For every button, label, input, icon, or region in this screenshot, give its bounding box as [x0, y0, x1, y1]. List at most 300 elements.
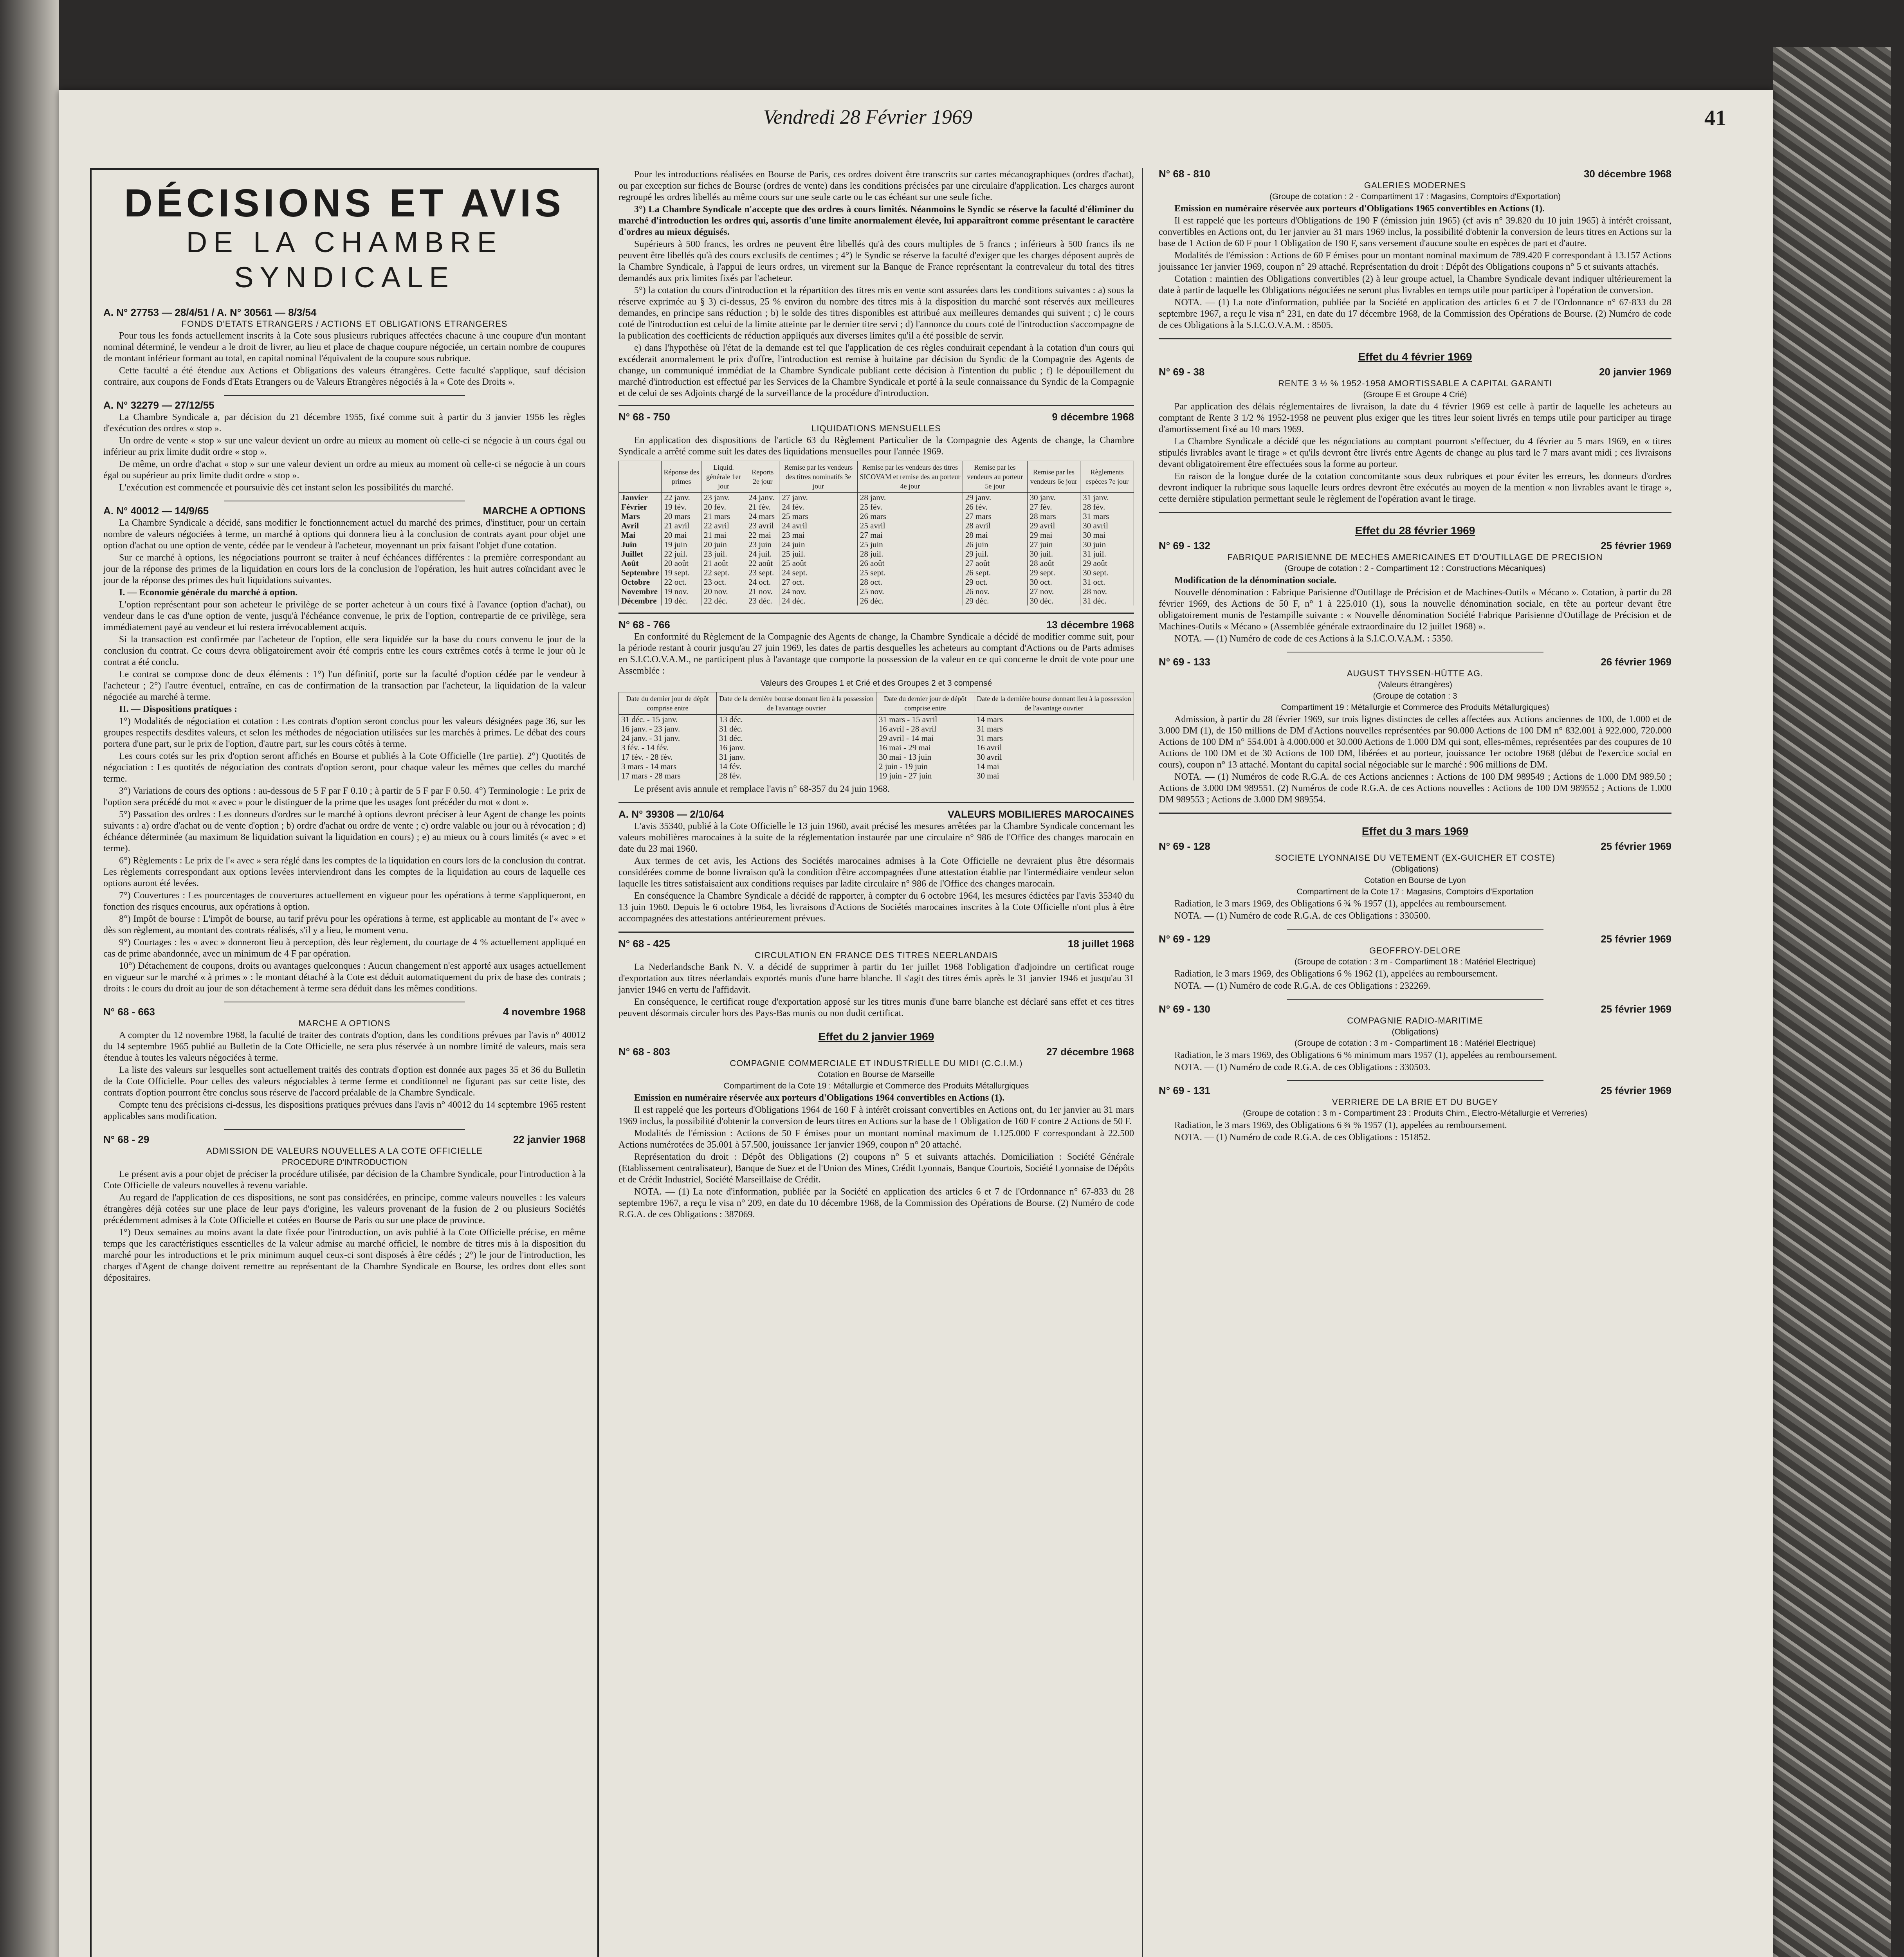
notice-title: MARCHE A OPTIONS [298, 1018, 391, 1028]
notice-ref: N° 68 - 803 [618, 1046, 670, 1058]
notice-date: 25 février 1969 [1601, 1003, 1671, 1015]
table-cell: 29 avril [1027, 521, 1080, 530]
paragraph: A compter du 12 novembre 1968, la faculté de traiter des contrats d'option, dans les conditions prévues par l'avis n° 40012 du 14 septembre 1965 publié au Bulletin de la Cote Officielle, ne sera plus réservée à un nombre limité de valeurs, mais sera étendue à toutes les valeurs négociées à terme. [103, 1030, 586, 1063]
table-cell: 27 janv. [779, 493, 857, 503]
paragraph: Cotation : maintien des Obligations convertibles (2) à leur groupe actuel, la Chambre Syndicale devant indiquer ultérieurement la date à partir de laquelle les Obligations négociées ne seront plus livrables en temps utile pour participer à l'opération de conversion. [1159, 274, 1671, 296]
table-cell: 23 juin [746, 540, 779, 549]
notice-date: 4 novembre 1968 [503, 1006, 586, 1018]
paragraph: 3°) Variations de cours des options : au-dessous de 5 F par F 0.10 ; à partir de 5 F par F 0.50. 4°) Terminologie : Le prix de l'option sera précédé du mot « avec » pour le distinguer de la prime que les usages font précéder du mot « dont ». [103, 786, 586, 807]
table-row [619, 559, 1134, 568]
table-cell: 21 nov. [746, 587, 779, 596]
paragraph: 8°) Impôt de bourse : L'impôt de bourse, au tarif prévu pour les opérations à terme, est applicable au montant de l'« avec » dès son règlement, au montant des contrats réalisés, s'il y a lieu, le moment venu. [103, 914, 586, 935]
paragraph: En conformité du Règlement de la Compagnie des Agents de change, la Chambre Syndicale a décidé de modifier comme suit, pour la période restant à courir jusqu'au 27 juin 1969, les dates de partis desquelles les acheteurs au comptant d'Actions ou de Parts admises en S.I.C.O.V.A.M., ne participent plus à l'avantage que comporte la possession de la valeur en ce qui concerne le droit de vote pour une Assemblée : [618, 632, 1134, 676]
notice-title: VERRIERE DE LA BRIE ET DU BUGEY [1332, 1097, 1498, 1107]
table-cell: 23 avril [746, 521, 779, 530]
table-cell: 29 avril - 14 mai [876, 733, 974, 743]
table-cell: 31 déc. - 15 janv. [619, 715, 717, 724]
table-cell: Février [619, 502, 662, 512]
table-header-cell: Remise par les vendeurs des titres SICOVAM et remise des au porteur 4e jour [857, 461, 963, 493]
table-cell: 28 nov. [1080, 587, 1134, 596]
table-cell: 16 janv. - 23 janv. [619, 724, 717, 733]
table-header-cell: Règlements espèces 7e jour [1080, 461, 1134, 493]
paragraph: L'option représentant pour son acheteur le privilège de se porter acheteur à un cours fixé à l'avance (option d'achat), ou vendeur dans le cas d'une option de vente, jusqu'à l'échéance convenue, le prix de l'option, contrepartie de ce privilège, sera immédiatement payé au vendeur et lui restera irrévocablement acquis. [103, 600, 586, 633]
table-cell: Novembre [619, 587, 662, 596]
paragraph: Modalités de l'émission : Actions de 60 F émises pour un montant nominal maximum de 789.420 F correspondant à 13.157 Actions jouissance 1er janvier 1969, coupon n° 29 attaché. Représentation du droit : Dépôt des Obligations coupons n° 5 et suivants attachés. [1159, 250, 1671, 272]
table-cell: 23 sept. [746, 568, 779, 577]
table-cell: 24 janv. - 31 janv. [619, 733, 717, 743]
notice-title: FONDS D'ETATS ETRANGERS / ACTIONS ET OBLIGATIONS ETRANGERES [181, 319, 508, 329]
notice-title: GALERIES MODERNES [1364, 180, 1466, 190]
table-header-cell: Réponse des primes [662, 461, 701, 493]
paragraph: La Chambre Syndicale a décidé, sans modifier le fonctionnement actuel du marché des primes, d'instituer, pour un certain nombre de valeurs négociées à terme, un marché à options qui donnera lieu à la conclusion de contrats ayant pour objet une option d'achat ou une option de vente, cédée par le vendeur à l'acheteur, moyennant un prix faisant l'objet d'une cotation. [103, 518, 586, 551]
table-header-cell [619, 461, 662, 493]
table-cell: 17 mars - 28 mars [619, 771, 717, 780]
paragraph: Représentation du droit : Dépôt des Obligations (2) coupons n° 5 et suivants attachés. Domiciliation : Société Générale (Etablissement centralisateur), Banque de Suez et de l'Union des Mines, Crédit Lyonnais, Banque Courtois, Société Lyonnaise de Dépôts et de Crédit Industriel, Société Marseillaise de Crédit. [618, 1152, 1134, 1185]
table-row [619, 596, 1134, 605]
table-header-cell: Remise par les vendeurs au porteur 5e jour [963, 461, 1027, 493]
notice-date: 13 décembre 1968 [1046, 619, 1134, 631]
notice-date: 26 février 1969 [1601, 656, 1671, 668]
table-cell: 29 juil. [963, 549, 1027, 559]
table-cell: 14 mars [974, 715, 1134, 724]
table-cell: 31 mars [974, 724, 1134, 733]
table-cell: 22 juil. [662, 549, 701, 559]
notice-subtitle: (Groupe de cotation : 3 [1373, 692, 1457, 701]
table-cell: Mai [619, 530, 662, 540]
table-cell: 2 juin - 19 juin [876, 762, 974, 771]
paragraph: La liste des valeurs sur lesquelles sont actuellement traités des contrats d'option est donnée aux pages 35 et 36 du Bulletin de la Cote Officielle. Pour celles des valeurs négociables à terme ferme et conditionnel ne figurant pas sur cette liste, des contrats d'option pourront être conclus sous réserve de l'accord préalable de la Chambre Syndicale. [103, 1065, 586, 1098]
table-cell: Juillet [619, 549, 662, 559]
table-cell: 27 juin [1027, 540, 1080, 549]
notice-68-803 [618, 1046, 1134, 1220]
notice-ref: A. N° 32279 — 27/12/55 [103, 399, 215, 411]
notice-ref: N° 69 - 131 [1159, 1085, 1210, 1096]
paragraph: 7°) Couvertures : Les pourcentages de couvertures actuellement en vigueur pour les opérations à terme s'appliqueront, en fonction des risques encourus, aux opérations à option. [103, 890, 586, 912]
paragraph: En raison de la longue durée de la cotation concomitante sous deux rubriques et pour éviter les erreurs, les donneurs d'ordres devront indiquer la rubrique sous laquelle leurs ordres devront être exécutés au moyen de la mention « non livrables avant le tirage », cette dernière stipulation permettant seule le règlement de l'opération avant le tirage. [1159, 471, 1671, 504]
notice-subtitle: (Groupe de cotation : 3 m - Compartiment 23 : Produits Chim., Electro-Métallurgie et Verreries) [1242, 1109, 1587, 1118]
table-cell: 30 sept. [1080, 568, 1134, 577]
divider [618, 405, 1134, 406]
paragraph: NOTA. — (1) Numéro de code de ces Actions à la S.I.C.O.V.A.M. : 5350. [1174, 634, 1453, 644]
main-subtitle: DE LA CHAMBRE SYNDICALE [186, 226, 503, 294]
notice-69-129 [1159, 933, 1671, 992]
notice-ref: N° 68 - 810 [1159, 168, 1210, 180]
table-cell: 31 déc. [716, 733, 876, 743]
notice-ref: N° 68 - 750 [618, 411, 670, 423]
table-cell: 31 mars - 15 avril [876, 715, 974, 724]
table-cell: 22 sept. [701, 568, 746, 577]
notice-date: 20 janvier 1969 [1599, 366, 1671, 378]
notice-69-132 [1159, 540, 1671, 645]
notice-subtitle: PROCEDURE D'INTRODUCTION [281, 1158, 407, 1167]
table-cell: Janvier [619, 493, 662, 503]
paragraph: 10°) Détachement de coupons, droits ou avantages quelconques : Aucun changement n'est apporté aux usages actuellement en vigueur sur le marché « à primes » : le montant détaché à la Cote est déduit automatiquement du prix de base des contrats ; droits : le cours du droit au jour de son détachement à terme sera déduit dans les mêmes conditions. [103, 961, 586, 994]
marbled-edge-right [1773, 47, 1891, 1957]
table-row [619, 493, 1134, 503]
paragraph: La Chambre Syndicale a décidé que les négociations au comptant pourront s'effectuer, du 4 février au 5 mars 1969, en « titres stipulés livrables avant le tirage » et qu'ils devront être livrés entre Agents de change au plus tard le 7 mars avant midi ; ces livraisons devant obligatoirement être effectuées sous la forme au porteur. [1159, 436, 1671, 469]
table-cell: 24 oct. [746, 577, 779, 587]
notice-69-131 [1159, 1085, 1671, 1143]
divider [1287, 999, 1543, 1000]
notice-ref: A. N° 39308 — 2/10/64 [618, 808, 724, 820]
notice-ref: N° 69 - 133 [1159, 656, 1210, 668]
divider [1159, 512, 1671, 513]
paragraph: De même, un ordre d'achat « stop » sur une valeur devient un ordre au mieux au moment où celle-ci se négocie à un cours égal ou supérieur au prix limite dudit ordre « stop ». [103, 459, 586, 481]
table-caption: Valeurs des Groupes 1 et Crié et des Groupes 2 et 3 compensé [760, 679, 992, 688]
notice-date: 25 février 1969 [1601, 1085, 1671, 1096]
section-heading: Modification de la dénomination sociale. [1174, 575, 1336, 586]
table-cell: 27 fév. [1027, 502, 1080, 512]
paragraph: 5°) la cotation du cours d'introduction et la répartition des titres mis en vente sont assurées dans les conditions suivantes : a) sous la réserve exprimée au § 3) ci-dessus, 25 % environ du nombre des titres mis à la disposition du marché sont réservés aux meilleures demandes, en principe sans réduction ; b) le solde des titres disponibles est attribué aux meilleures demandes qui suivent ; c) le cours coté de l'introduction est celui de la limite atteinte par le dernier titre servi ; d) l'annonce du cours coté de l'introduction s'accompagne de la publication des coefficients de réduction appliqués aux diverses limites qu'il a été possible de servir. [618, 285, 1134, 341]
table-cell: Juin [619, 540, 662, 549]
table-cell: 23 oct. [701, 577, 746, 587]
notice-date: 25 février 1969 [1601, 933, 1671, 945]
notice-ref: N° 68 - 766 [618, 619, 670, 631]
table-cell: 19 juin [662, 540, 701, 549]
table-cell: 31 oct. [1080, 577, 1134, 587]
table-header-cell: Date de la dernière bourse donnant lieu à la possession de l'avantage ouvrier [716, 692, 876, 715]
divider [224, 395, 465, 396]
paragraph: Radiation, le 3 mars 1969, des Obligations 6 ¾ % 1957 (1), appelées au remboursement. [1174, 899, 1507, 909]
table-cell: 26 fév. [963, 502, 1027, 512]
notice-39308 [618, 809, 1134, 924]
divider [618, 932, 1134, 933]
table-cell: 25 août [779, 559, 857, 568]
paragraph: Il est rappelé que les porteurs d'Obligations de 190 F (émission juin 1965) (cf avis n° 39.820 du 10 juin 1965) à intérêt croissant, convertibles en Actions ont, du 1er janvier au 31 mars 1969 inclus, la possibilité d'obtenir la conversion de leurs titres en Actions sur la base de 1 Action de 60 F pour 1 Obligation de 190 F, sans versement d'aucune soulte en espèces de part et d'autre. [1159, 216, 1671, 249]
table-cell: 20 mars [662, 512, 701, 521]
paragraph: Par application des délais réglementaires de livraison, la date du 4 février 1969 est celle à partir de laquelle les acheteurs au comptant de Rente 3 1/2 % 1952-1958 ne peuvent plus exiger que les titres leur soient livrés en temps utile pour participer au tirage d'amortissement fixé au 10 mars 1969. [1159, 402, 1671, 434]
paragraph: Radiation, le 3 mars 1969, des Obligations 6 % 1962 (1), appelées au remboursement. [1174, 969, 1498, 979]
table-cell: 28 août [1027, 559, 1080, 568]
table-row [619, 502, 1134, 512]
divider [618, 802, 1134, 803]
table-cell: 24 déc. [779, 596, 857, 605]
table-cell: 17 fév. - 28 fév. [619, 752, 717, 762]
table-cell: 29 août [1080, 559, 1134, 568]
table-cell: 24 nov. [779, 587, 857, 596]
table-cell: Août [619, 559, 662, 568]
notice-marche-options [103, 505, 586, 995]
notice-date: 18 juillet 1968 [1067, 938, 1134, 950]
table-row [619, 530, 1134, 540]
table-cell: 30 déc. [1027, 596, 1080, 605]
table-cell: 13 déc. [716, 715, 876, 724]
notice-title: MARCHE A OPTIONS [483, 505, 586, 517]
paragraph: En conséquence la Chambre Syndicale a décidé de rapporter, à compter du 6 octobre 1964, les mesures édictées par l'avis 35340 du 13 juin 1960. Depuis le 6 octobre 1964, les livraisons d'Actions de Sociétés marocaines inscrites à la Cote Officielle n'ont plus à être accompagnées des attestations antérieurement prévues. [618, 891, 1134, 924]
table-cell: 23 juil. [701, 549, 746, 559]
paragraph: NOTA. — (1) Numéro de code R.G.A. de ces Obligations : 330503. [1174, 1062, 1430, 1072]
table-header-cell: Liquid. générale 1er jour [701, 461, 746, 493]
paragraph: NOTA. — (1) Numéro de code R.G.A. de ces Obligations : 151852. [1174, 1132, 1430, 1142]
notice-date: 25 février 1969 [1601, 540, 1671, 551]
paragraph: Pour tous les fonds actuellement inscrits à la Cote sous plusieurs rubriques affectées chacune à une coupure d'un montant nominal déterminé, le vendeur a le droit de livrer, au lieu et place de chaque coupure négociée, un certain nombre de coupures de montant inférieur formant au total, en capital nominal l'équivalent de la coupure sous rubrique. [103, 331, 586, 364]
table-cell: 19 nov. [662, 587, 701, 596]
notice-title: LIQUIDATIONS MENSUELLES [811, 423, 941, 433]
table-cell: 24 sept. [779, 568, 857, 577]
table-row [619, 568, 1134, 577]
paragraph: Pour les introductions réalisées en Bourse de Paris, ces ordres doivent être transcrits sur cartes mécanographiques (ordres d'achat), ou par exception sur fiches de Bourse (ordres de vente) dans les conditions précisées par une circulaire d'application. Les charges auront regroupé les ordres libellés au même cours sur une seule carte ou le cas échéant sur une seule fiche. [618, 169, 1134, 202]
notice-subtitle: (Groupe de cotation : 3 m - Compartiment 18 : Matériel Electrique) [1294, 957, 1536, 966]
table-row [619, 724, 1134, 733]
notice-subtitle: (Obligations) [1392, 865, 1439, 874]
notice-date: 9 décembre 1968 [1052, 411, 1134, 423]
table-cell: 16 mai - 29 mai [876, 743, 974, 752]
notice-subtitle: Cotation en Bourse de Marseille [818, 1070, 935, 1079]
table-cell: 20 nov. [701, 587, 746, 596]
table-cell: 28 oct. [857, 577, 963, 587]
table-cell: 22 oct. [662, 577, 701, 587]
notice-68-425 [618, 938, 1134, 1019]
table-cell: 26 mars [857, 512, 963, 521]
notice-subtitle: Cotation en Bourse de Lyon [1364, 876, 1466, 885]
notice-68-663 [103, 1006, 586, 1122]
paragraph: Le contrat se compose donc de deux éléments : 1°) l'un définitif, porte sur la faculté d'option cédée par le vendeur à l'acheteur ; 2°) l'autre éventuel, entraîne, en cas de confirmation de la transaction par l'acheteur, la liquidation de la valeur négociée au marché à terme. [103, 669, 586, 702]
notice-title: SOCIETE LYONNAISE DU VETEMENT (EX-GUICHER ET COSTE) [1275, 853, 1555, 863]
table-cell: 29 déc. [963, 596, 1027, 605]
paragraph: NOTA. — (1) La note d'information, publiée par la Société en application des articles 6 et 7 de l'Ordonnance n° 67-833 du 28 septembre 1967, a reçu le visa n° 231, en date du 17 décembre 1968, de la Commission des Opérations de Bourse. (2) Numéro de code de ces Obligations à la S.I.C.O.V.A.M. : 8505. [1159, 297, 1671, 330]
main-title: DÉCISIONS ET AVIS [124, 181, 565, 225]
notice-69-38 [1159, 366, 1671, 505]
table-cell: 30 juil. [1027, 549, 1080, 559]
notice-title: RENTE 3 ½ % 1952-1958 AMORTISSABLE A CAPITAL GARANTI [1278, 378, 1552, 388]
table-cell: 28 mars [1027, 512, 1080, 521]
column-3 [1151, 168, 1679, 1957]
table-cell: 3 mars - 14 mars [619, 762, 717, 771]
table-cell: 21 août [701, 559, 746, 568]
newspaper-page [59, 90, 1773, 1957]
table-cell: 26 août [857, 559, 963, 568]
table-cell: 26 déc. [857, 596, 963, 605]
table-cell: 28 avril [963, 521, 1027, 530]
paragraph: Radiation, le 3 mars 1969, des Obligations 6 % minimum mars 1957 (1), appelées au remboursement. [1174, 1050, 1557, 1060]
paragraph: Si la transaction est confirmée par l'acheteur de l'option, elle sera liquidée sur la base du cours convenu le jour de la conclusion du contrat. Ce cours devra obligatoirement avoir été compris entre les cours extrêmes cotés à terme le jour où le contrat a été conclu. [103, 634, 586, 667]
notice-title: COMPAGNIE RADIO-MARITIME [1347, 1016, 1483, 1025]
paragraph: 1°) Deux semaines au moins avant la date fixée pour l'introduction, un avis publié à la Cote Officielle précise, en même temps que les caractéristiques essentielles de la valeur admise au marché officiel, le nombre de titres mis à la disposition du marché pour les introductions et le prix minimum auquel ceux-ci sont disposés à être cédés ; 2°) le jour de l'introduction, les charges d'Agent de change doivent remettre au représentant de la Chambre Syndicale en Bourse, les ordres dont elles sont dépositaires. [103, 1227, 586, 1283]
notice-subtitle: (Groupe de cotation : 2 - Compartiment 17 : Magasins, Comptoirs d'Exportation) [1269, 192, 1561, 201]
notice-title: CIRCULATION EN FRANCE DES TITRES NEERLANDAIS [754, 950, 998, 960]
table-cell: 27 mai [857, 530, 963, 540]
paragraph: 9°) Courtages : les « avec » donneront lieu à perception, dès leur règlement, du courtage de 4 % actuellement appliqué en cas de prime abandonnée, avec un minimum de 4 F par opération. [103, 937, 586, 959]
notice-subtitle: (Groupe E et Groupe 4 Crié) [1363, 390, 1467, 399]
table-row [619, 577, 1134, 587]
notice-date: 27 décembre 1968 [1046, 1046, 1134, 1058]
notice-68-29 [103, 1134, 586, 1284]
paragraph: Le présent avis a pour objet de préciser la procédure utilisée, par décision de la Chambre Syndicale, pour l'introduction à la Cote Officielle de valeurs nouvelles à revenu variable. [103, 1169, 586, 1191]
table-cell: Septembre [619, 568, 662, 577]
paragraph: NOTA. — (1) Numéros de code R.G.A. de ces Actions anciennes : Actions de 100 DM 989549 ; Actions de 1.000 DM 989.50 ; Actions de 3.000 DM 989551. (2) Numéros de code R.G.A. de ces Actions nouvelles : Actions de 100 DM 989552 ; Actions de 1.000 DM 989553 ; Actions de 3.000 DM 989554. [1159, 772, 1671, 805]
table-cell: 30 janv. [1027, 493, 1080, 503]
table-cell: 21 avril [662, 521, 701, 530]
effect-heading: Effet du 2 janvier 1969 [818, 1031, 934, 1043]
section-heading: Emission en numéraire réservée aux porteurs d'Obligations 1965 convertibles en Actions (1). [1174, 204, 1545, 214]
table-cell: 19 fév. [662, 502, 701, 512]
table-cell: 31 janv. [1080, 493, 1134, 503]
notice-title: COMPAGNIE COMMERCIALE ET INDUSTRIELLE DU MIDI (C.C.I.M.) [730, 1058, 1023, 1068]
notice-68-766 [618, 619, 1134, 795]
divider [1287, 929, 1543, 930]
notice-ref: A. N° 27753 — 28/4/51 / A. N° 30561 — 8/3/54 [103, 306, 317, 318]
table-row [619, 752, 1134, 762]
notice-subtitle: Compartiment de la Cote 19 : Métallurgie et Commerce des Produits Métallurgiques [723, 1081, 1029, 1090]
table-cell: 31 juil. [1080, 549, 1134, 559]
notice-fonds-etrangers [103, 307, 586, 388]
notice-subtitle: (Groupe de cotation : 2 - Compartiment 12 : Constructions Mécaniques) [1284, 564, 1546, 573]
notice-ref: N° 68 - 663 [103, 1006, 155, 1018]
table-cell: 27 oct. [779, 577, 857, 587]
table-cell: 24 mars [746, 512, 779, 521]
table-cell: 27 mars [963, 512, 1027, 521]
section-heading: I. — Economie générale du marché à option. [119, 587, 298, 598]
notice-69-128 [1159, 841, 1671, 922]
table-cell: 26 sept. [963, 568, 1027, 577]
paragraph: La Nederlandsche Bank N. V. a décidé de supprimer à partir du 1er juillet 1968 l'obligation d'adjoindre un certificat rouge d'exportation aux titres néerlandais exportés munis d'une barre blanche. Il s'agit des titres émis après le 31 janvier 1946 et jusqu'au 31 janvier 1946 en vertu de l'affidavit. [618, 962, 1134, 995]
table-cell: 28 mai [963, 530, 1027, 540]
paragraph: La Chambre Syndicale a, par décision du 21 décembre 1955, fixé comme suit à partir du 3 janvier 1956 les règles d'exécution des ordres « stop ». [103, 412, 586, 434]
paragraph: En conséquence, le certificat rouge d'exportation apposé sur les titres munis d'une barre blanche est déclaré sans effet et ces titres peuvent désormais circuler hors des Pays-Bas munis ou non dudit certificat. [618, 997, 1134, 1018]
table-row [619, 743, 1134, 752]
divider [1159, 338, 1671, 339]
table-cell: 30 avril [1080, 521, 1134, 530]
table-cell: 19 déc. [662, 596, 701, 605]
page-number: 41 [1704, 106, 1726, 130]
table-cell: 20 juin [701, 540, 746, 549]
table-cell: 28 janv. [857, 493, 963, 503]
table-cell: 16 avril [974, 743, 1134, 752]
table-cell: 27 août [963, 559, 1027, 568]
paragraph: Radiation, le 3 mars 1969, des Obligations 6 ¾ % 1957 (1), appelées au remboursement. [1174, 1120, 1507, 1130]
table-cell: 25 juin [857, 540, 963, 549]
table-header-cell: Date de la dernière bourse donnant lieu à la possession de l'avantage ouvrier [974, 692, 1134, 715]
table-cell: 24 juil. [746, 549, 779, 559]
paragraph: Un ordre de vente « stop » sur une valeur devient un ordre au mieux au moment où celle-ci se négocie à un cours égal ou inférieur au prix limite dudit ordre « stop ». [103, 436, 586, 457]
table-cell: 25 nov. [857, 587, 963, 596]
table-cell: Octobre [619, 577, 662, 587]
column-2 [611, 168, 1143, 1957]
table-cell: 21 mai [701, 530, 746, 540]
notice-ordres-stop [103, 400, 586, 494]
table-cell: Mars [619, 512, 662, 521]
notice-ref: N° 69 - 128 [1159, 840, 1210, 852]
notice-title: ADMISSION DE VALEURS NOUVELLES A LA COTE OFFICIELLE [206, 1146, 483, 1156]
table-cell: 22 déc. [701, 596, 746, 605]
table-cell: 31 janv. [716, 752, 876, 762]
table-cell: 22 janv. [662, 493, 701, 503]
paragraph: 1°) Modalités de négociation et cotation : Les contrats d'option seront conclus pour les valeurs désignées page 36, sur les groupes respectifs desdites valeurs, et selon les méthodes de négociation utilisées sur les marchés à primes. Le débat des cours portera d'une part, sur le prix de l'option, d'autre part, sur les cours côtés à terme. [103, 716, 586, 749]
table-cell: Décembre [619, 596, 662, 605]
table-cell: 26 nov. [963, 587, 1027, 596]
paragraph: 5°) Passation des ordres : Les donneurs d'ordres sur le marché à options devront préciser à leur Agent de change les points suivants : a) ordre d'achat ou de vente d'option ; b) ordre d'achat ou ordre de vente ; c) ordre valable ou jour ou à révocation ; d) échéance déterminée (au maximum 8e liquidation suivant la liquidation en cours) ; e) au mieux ou à cours limités (« avec » et terme). [103, 809, 586, 854]
divider [618, 613, 1134, 614]
table-row [619, 521, 1134, 530]
table-cell: 30 mai - 13 juin [876, 752, 974, 762]
paragraph: Il est rappelé que les porteurs d'Obligations 1964 de 160 F à intérêt croissant convertibles en Actions ont, du 1er janvier au 31 mars 1969 inclus, la possibilité d'obtenir la conversion de leurs titres en Actions sur la base de 1 Obligation de 160 F contre 2 Actions de 50 F. [618, 1105, 1134, 1126]
notice-ref: N° 68 - 425 [618, 938, 670, 950]
paragraph: L'exécution est commencée et poursuivie dès cet instant selon les possibilités du marché. [119, 483, 454, 493]
paragraph: Sur ce marché à options, les négociations pourront se traiter à neuf échéances différentes : la première correspondant au jour de la réponse des primes de la liquidation en cours lors de la conclusion de l'opération, les huit autres coïncidant avec le jour de la réponse des primes des huit liquidations suivantes. [103, 553, 586, 586]
notice-68-750 [618, 411, 1134, 605]
table-cell: 30 mai [974, 771, 1134, 780]
notice-date: 30 décembre 1968 [1583, 168, 1671, 180]
notice-subtitle: Compartiment 19 : Métallurgie et Commerce des Produits Métallurgiques) [1281, 703, 1549, 712]
notice-title: VALEURS MOBILIERES MAROCAINES [947, 808, 1134, 820]
table-cell: 21 fév. [746, 502, 779, 512]
table-cell: 3 fév. - 14 fév. [619, 743, 717, 752]
paragraph: Le présent avis annule et remplace l'avis n° 68-357 du 24 juin 1968. [634, 784, 890, 794]
table-cell: 30 oct. [1027, 577, 1080, 587]
notice-title: GEOFFROY-DELORE [1369, 946, 1461, 955]
paragraph: Aux termes de cet avis, les Actions des Sociétés marocaines admises à la Cote Officielle ne devraient plus être désormais considérées comme de bonne livraison qu'à la condition d'être accompagnées d'une attestation établie par l'intermédiaire vendeur selon laquelle les titres satisfaisaient aux conditions requises par ladite circulaire n° 986 de l'Office des changes marocain. [618, 856, 1134, 889]
table-cell: 31 déc. [1080, 596, 1134, 605]
notice-title: FABRIQUE PARISIENNE DE MECHES AMERICAINES ET D'OUTILLAGE DE PRECISION [1227, 552, 1603, 562]
table-cell: 29 sept. [1027, 568, 1080, 577]
notice-ref: N° 68 - 29 [103, 1133, 150, 1145]
table-cell: 20 août [662, 559, 701, 568]
section-heading: II. — Dispositions pratiques : [119, 704, 238, 714]
notice-ref: N° 69 - 129 [1159, 933, 1210, 945]
table-header-cell: Date du dernier jour de dépôt comprise entre [619, 692, 717, 715]
table-cell: 16 janv. [716, 743, 876, 752]
table-row [619, 715, 1134, 724]
table-cell: 22 avril [701, 521, 746, 530]
liquidations-table [618, 461, 1134, 605]
paragraph: Les cours cotés sur les prix d'option seront affichés en Bourse et publiés à la Cote Officielle (1re partie). 2°) Quotités de négociation : Les quotités de négociation des contrats d'option seront, pour chaque valeur les mêmes que celles du marché terme. [103, 751, 586, 784]
table-cell: 14 mai [974, 762, 1134, 771]
paragraph: Nouvelle dénomination : Fabrique Parisienne d'Outillage de Précision et de Machines-Outils « Mécano ». Cotation, à partir du 28 février 1969, des Actions de 50 F, n° 1 à 225.010 (1), sous la nouvelle dénomination sociale, en tête au porteur devant être obligatoirement munis de l'estampille suivante : « Nouvelle dénomination Société Fabrique Parisienne d'Outillage de Précision et de Machines-Outils « Mécano » (Assemblée générale extraordinaire du 12 juillet 1968) ». [1159, 587, 1671, 632]
notice-subtitle: (Groupe de cotation : 3 m - Compartiment 18 : Matériel Electrique) [1294, 1039, 1536, 1048]
table-cell: 25 fév. [857, 502, 963, 512]
paragraph: NOTA. — (1) Numéro de code R.G.A. de ces Obligations : 232269. [1174, 981, 1430, 991]
column-1 [90, 168, 599, 1957]
paragraph: Modalités de l'émission : Actions de 50 F émises pour un montant nominal maximum de 1.125.000 F correspondant à 22.500 Actions numérotées de 35.001 à 57.500, jouissance 1er janvier 1969, coupon n° 20 attaché. [618, 1128, 1134, 1150]
divider [224, 1129, 465, 1130]
depot-dates-table [618, 692, 1134, 780]
table-row [619, 771, 1134, 780]
page-header [59, 106, 1773, 137]
table-cell: 25 sept. [857, 568, 963, 577]
notice-subtitle: (Obligations) [1392, 1027, 1439, 1036]
table-cell: 30 avril [974, 752, 1134, 762]
table-cell: 16 avril - 28 avril [876, 724, 974, 733]
table-cell: 29 janv. [963, 493, 1027, 503]
table-row [619, 733, 1134, 743]
table-cell: 23 mai [779, 530, 857, 540]
table-cell: 24 avril [779, 521, 857, 530]
book-binding-left [0, 0, 59, 1957]
table-cell: 27 nov. [1027, 587, 1080, 596]
paragraph: Au regard de l'application de ces dispositions, ne sont pas considérées, en principe, comme valeurs nouvelles : les valeurs étrangères déjà cotées sur une place de leur pays d'origine, les valeurs provenant de la fusion de 2 ou plusieurs Sociétés précédemment admises à la Cote Officielle et cotées en Bourse de Paris ou sur une place de province. [103, 1193, 586, 1225]
notice-68-810 [1159, 168, 1671, 331]
table-cell: 26 juin [963, 540, 1027, 549]
effect-heading: Effet du 28 février 1969 [1355, 524, 1475, 537]
notice-title: AUGUST THYSSEN-HÜTTE AG. [1347, 669, 1484, 678]
paragraph: Compte tenu des précisions ci-dessus, les dispositions pratiques prévues dans l'avis n° 40012 du 14 septembre 1965 restent applicables sans modification. [103, 1100, 586, 1121]
table-header-cell: Remise par les vendeurs 6e jour [1027, 461, 1080, 493]
table-cell: 22 août [746, 559, 779, 568]
paragraph: 3°) La Chambre Syndicale n'accepte que des ordres à cours limités. Néanmoins le Syndic se réserve la faculté d'éliminer du marché d'introduction les ordres qui, assortis d'une limite anormalement élevée, lui apparaîtront comme présentant le caractère d'ordres au mieux déguisés. [618, 204, 1134, 237]
table-cell: 28 fév. [716, 771, 876, 780]
table-cell: 29 oct. [963, 577, 1027, 587]
table-cell: 31 mars [1080, 512, 1134, 521]
notice-subtitle: Compartiment de la Cote 17 : Magasins, Comptoirs d'Exportation [1296, 887, 1534, 896]
table-row [619, 587, 1134, 596]
effect-heading: Effet du 4 février 1969 [1358, 351, 1472, 363]
effect-heading: Effet du 3 mars 1969 [1361, 825, 1469, 837]
paragraph: e) dans l'hypothèse où l'état de la demande est tel que l'application de ces règles conduirait cependant à la cotation d'un cours qui excéderait anormalement le prix d'offre, l'introduction est remise à huitaine par décision du Syndic de la Compagnie des Agents de change, un communiqué immédiat de la Chambre Syndicale publiant cette décision à l'intention du public ; f) le dépouillement du marché d'introduction est effectué par les Services de la Chambre Syndicale et porté à la seule connaissance du Syndic de la Compagnie et de celui de ses Adjoints chargé de la surveillance de la procédure d'introduction. [618, 343, 1134, 398]
notice-ref: N° 69 - 132 [1159, 540, 1210, 551]
paragraph: NOTA. — (1) La note d'information, publiée par la Société en application des articles 6 et 7 de l'Ordonnance n° 67-833 du 28 septembre 1967, a reçu le visa n° 209, en date du 10 décembre 1968, de la Commission des Opérations de Bourse. (2) Numéro de code R.G.A. de ces Obligations : 387069. [618, 1187, 1134, 1220]
table-cell: 24 janv. [746, 493, 779, 503]
table-cell: 14 fév. [716, 762, 876, 771]
